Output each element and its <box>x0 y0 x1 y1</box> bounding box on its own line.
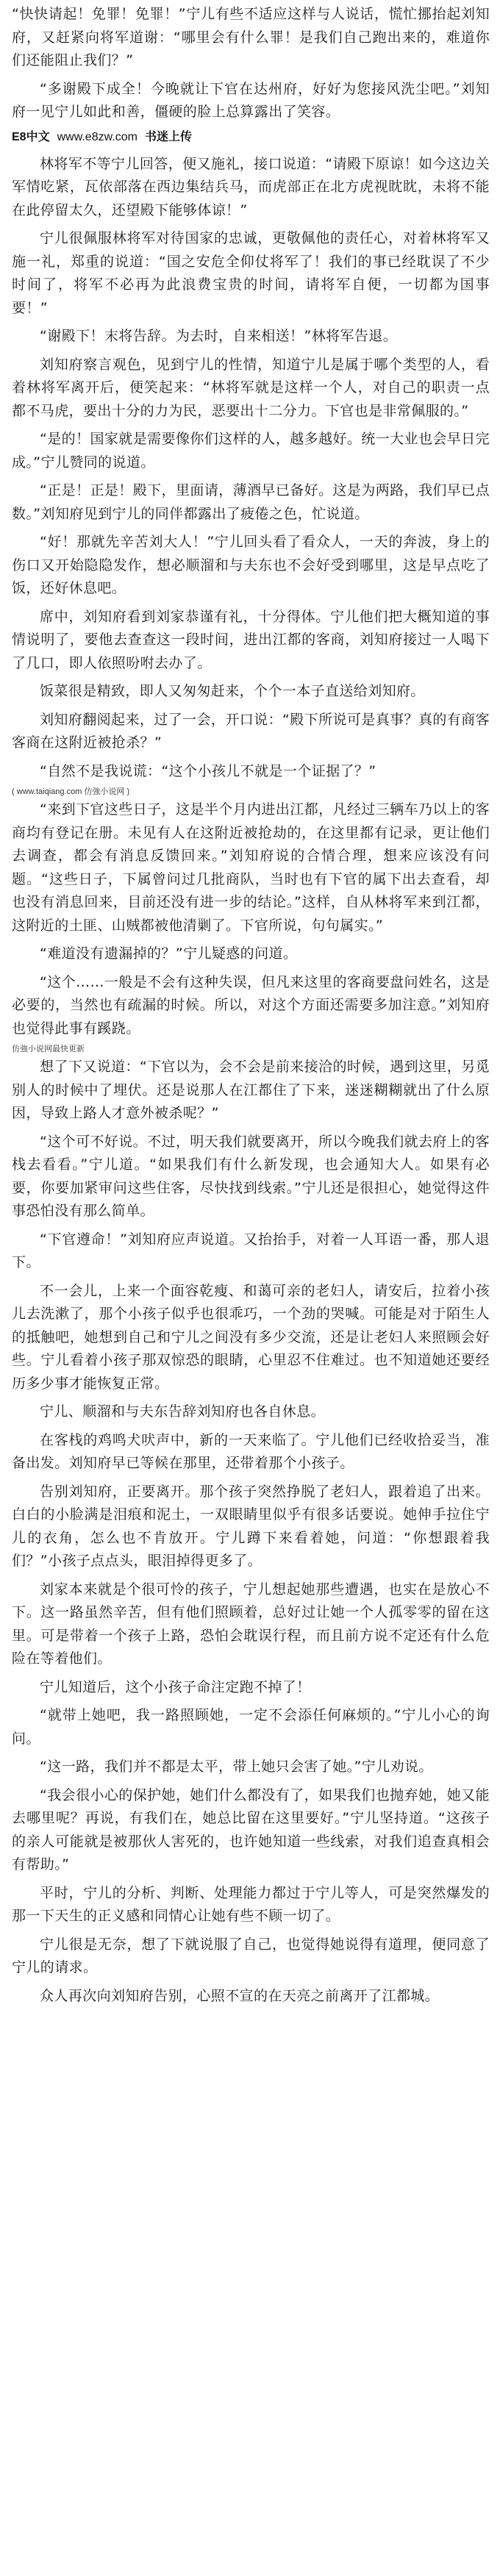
watermark-tagline: 书迷上传 <box>144 130 192 143</box>
paragraph: 众人再次向刘知府告别，心照不宣的在天亮之前离开了江都城。 <box>40 1987 440 2004</box>
paragraph: 宁儿、顺溜和与夫东告辞刘知府也各自休息。 <box>40 1403 326 1420</box>
watermark-line-1 <box>12 131 192 143</box>
paragraph: 宁儿知道后，这个小孩子命注定跑不掉了！ <box>40 1678 311 1695</box>
paragraph: 想了下又说道：“下官以为，会不会是前来接洽的时候，遇到这里，另觅别人的时候中了埋伏。还是说那人在江都住了下来，迷迷糊糊就出了什么原因，导致上路人才意外被杀呢？” <box>12 1059 490 1121</box>
watermark-url: www.e8zw.com <box>57 130 138 143</box>
paragraph: 饭菜很是精致，即人又匆匆赶来，个个一本子直送给刘知府。 <box>40 683 425 699</box>
paragraph: 席中，刘知府看到刘家恭谨有礼，十分得体。宁儿他们把大概知道的事情说明了，要他去查查这一段时间，进出江都的客商，刘知府接过一人喝下了几口，即人依照吩咐去办了。 <box>12 608 490 671</box>
paragraph: “这一路，我们并不都是太平，带上她只会害了她。”宁儿劝说。 <box>40 1759 433 1775</box>
paragraph: “就带上她吧，我一路照顾她，一定不会添任何麻烦的。”宁儿小心的询问。 <box>12 1707 490 1747</box>
paragraph: “谢殿下！末将告辞。为去时，自来相送！”林将军告退。 <box>40 328 398 344</box>
paragraph: 告别刘知府，正要离开。那个孩子突然挣脱了老妇人，跟着追了出来。白白的小脸满是泪痕和泥土，一双眼睛里似乎有很多话要说。她伸手拉住宁儿的衣角，怎么也不肯放开。宁儿蹲下来看着她，问道：“你想跟着我们？”小孩子点点头，眼泪掉得更多了。 <box>12 1483 490 1569</box>
paragraph: “快快请起！免罪！免罪！”宁儿有些不适应这样与人说话，慌忙挪抬起刘知府，又赶紧向将军道谢：“哪里会有什么罪！是我们自己跑出来的，难道你们还能阻止我们？” <box>12 6 490 68</box>
paragraph: 刘知府翻阅起来，过了一会，开口说：“殿下所说可是真事？真的有商客客商在这附近被抢杀？” <box>12 711 490 751</box>
paragraph: “是的！国家就是需要像你们这样的人，越多越好。统一大业也会早日完成。”宁儿赞同的说道。 <box>12 431 490 471</box>
paragraph: “难道没有遗漏掉的？”宁儿疑惑的问道。 <box>40 945 298 962</box>
watermark-line-3: 仿強小说网最快更新 <box>12 1045 85 1053</box>
paragraph: 刘知府察言观色，见到宁儿的性情，知道宁儿是属于哪个类型的人，看着林将军离开后，便笑起来：“林将军就是这样一个人，对自己的职责一点都不马虎，要出十分的力为民，恶要出十二分力。下官也是非常佩服的。” <box>12 356 490 419</box>
paragraph: “多谢殿下成全！今晚就让下官在达州府，好好为您接风洗尘吧。”刘知府一见宁儿如此和善，僵硬的脸上总算露出了笑容。 <box>12 80 490 120</box>
paragraph: “好！那就先辛苦刘大人！”宁儿回头看了看众人，一天的奔波，身上的伤口又开始隐隐发作，想必顺溜和与夫东也不会好受到哪里，这是早点吃了饭，还好休息吧。 <box>12 534 490 596</box>
paragraph: “下官遵命！”刘知府应声说道。又抬抬手，对着一人耳语一番，那人退下。 <box>12 1231 490 1270</box>
paragraph: 宁儿很佩服林将军对待国家的忠诚，更敬佩他的责任心，对着林将军又施一礼，郑重的说道：“国之安危全仰仗将军了！我们的事已经耽误了不少时间了，将军不必再为此浪费宝贵的时间，请将军自便，一切都为国事要！” <box>12 230 490 316</box>
paragraph: 刘家本来就是个很可怜的孩子，宁儿想起她那些遭遇，也实在是放心不下。这一路虽然辛苦，但有他们照顾着，总好过让她一个人孤零零的留在这里。可是带着一个孩子上路，恐怕会耽误行程，而且前方说不定还有什么危险在等着他们。 <box>12 1581 490 1667</box>
site-watermark <box>12 129 490 146</box>
paragraph: 平时，宁儿的分析、判断、处理能力都过于宁儿等人，可是突然爆发的那一下天生的正义感和同情心让她有些不顾一切了。 <box>12 1884 490 1924</box>
watermark-line-2: ( www.taiqiang.com 仿強小说网 ) <box>12 787 130 796</box>
paragraph: “这个可不好说。不过，明天我们就要离开，所以今晚我们就去府上的客栈去看看。”宁儿道。“如果我们有什么新发现，也会通知大人。如果有必要，你要加紧审问这些住客，尽快找到线索。”宁儿还是很担心，她觉得这件事恐怕没有那么简单。 <box>12 1133 490 1219</box>
paragraph: “自然不是我说谎：“这个小孩儿不就是一个证据了？” <box>40 762 376 779</box>
paragraph: 林将军不等宁儿回答，便又施礼，接口说道：“请殿下原谅！如今这边关军情吃紧，瓦依部落在西边集结兵马，而虎部正在北方虎视眈眈，未将不能在此停留太久，还望殿下能够体谅！” <box>12 155 490 218</box>
paragraph: “正是！正是！殿下，里面请，薄酒早已备好。这是为两路，我们早已点数。”刘知府见到宁儿的同伴都露出了疲倦之色，忙说道。 <box>12 482 490 522</box>
paragraph: “我会很小心的保护她，她们什么都没有了，如果我们也抛弃她，她又能去哪里呢？再说，有我们在，她总比留在这里要好。”宁儿坚持道。“这孩子的亲人可能就是被那伙人害死的，也许她知道一些线索，对我们追查真相会有帮助。” <box>12 1786 490 1872</box>
paragraph: 在客栈的鸡鸣犬吠声中，新的一天来临了。宁儿他们已经收拾妥当，准备出发。刘知府早已等候在那里，还带着那个小孩子。 <box>12 1431 490 1471</box>
paragraph: 宁儿很是无奈，想了下就说服了自己，也觉得她说得有道理，便同意了宁儿的请求。 <box>12 1936 490 1975</box>
watermark-brand: E8中文 <box>12 130 50 143</box>
paragraph: “来到下官这些日子，这是半个月内进出江都，凡经过三辆车乃以上的客商均有登记在册。未见有人在这附近被抢劫的，在这里都有记录，更让他们去调查，都会有消息反馈回来。”刘知府说的合情合理，想来应该没有问题。“这些日子，下属曾问过几批商队，当时也有下官的属下出去查看，却也没有消息回来，目前还没有进一步的结论。”这样，自从林将军来到江都，这附近的土匪、山贼都被他清剿了。下官所说，句句属实。” <box>12 801 490 934</box>
paragraph: 不一会儿，上来一个面容乾瘦、和蔼可亲的老妇人，请安后，拉着小孩儿去洗漱了，那个小孩子似乎也很乖巧，一个劲的哭喊。可能是对于陌生人的抵触吧，她想到自己和宁儿之间没有多少交流，还是让老妇人来照顾会好些。宁儿看着小孩子那双惊恐的眼睛，心里忍不住难过。也不知道她还要经历多少事才能恢复正常。 <box>12 1282 490 1392</box>
paragraph: “这个……一般是不会有这种失误，但凡来这里的客商要盘问姓名，这是必要的，当然也有疏漏的时候。所以，对这个方面还需要多加注意。”刘知府也觉得此事有蹊跷。 <box>12 973 490 1037</box>
